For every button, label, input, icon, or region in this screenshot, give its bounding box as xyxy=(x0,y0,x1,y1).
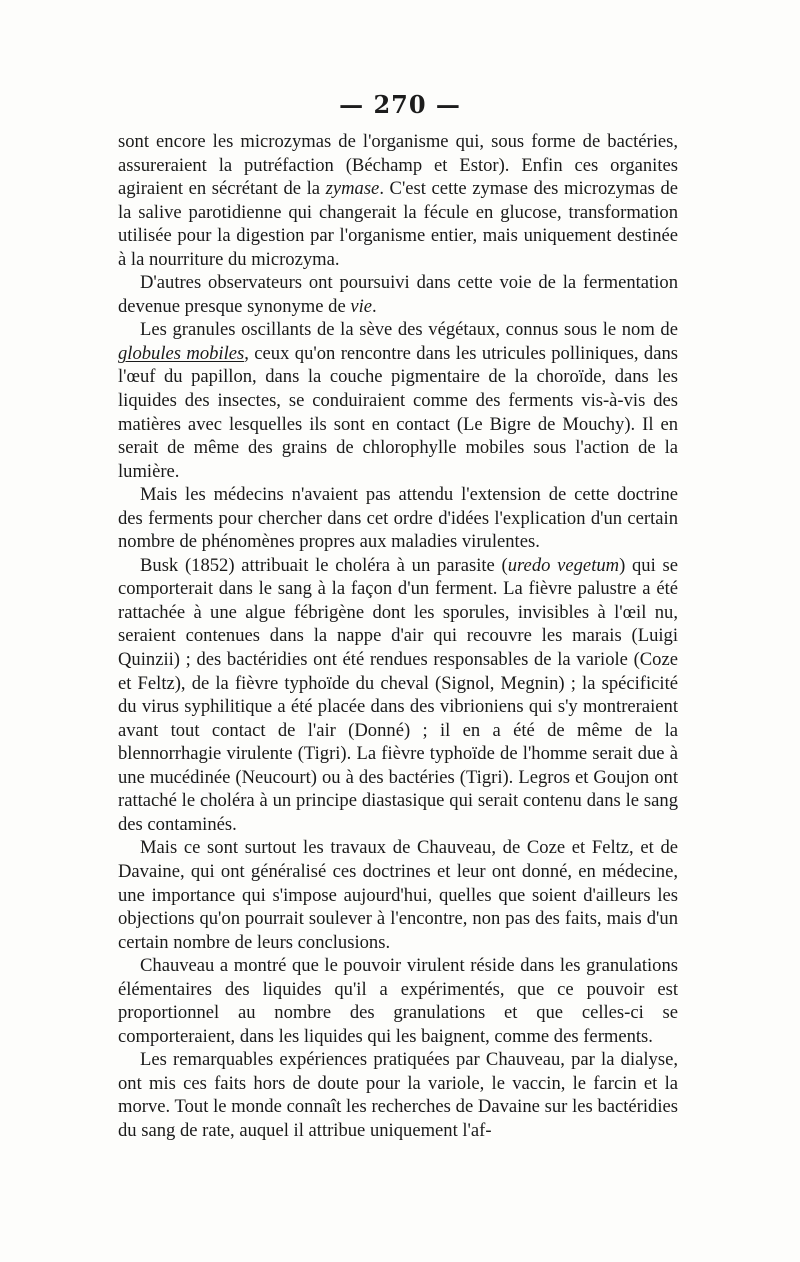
paragraph-1 xyxy=(118,130,678,271)
paragraph-4 xyxy=(118,483,678,554)
text-run: . xyxy=(372,295,377,317)
text-run: Les granules oscillants de la sève des végétaux, connus sous le nom de xyxy=(140,319,678,341)
text-run: sont encore les microzymas de l'organisme qui, sous forme de bactéries, assureraient la putréfaction (Béchamp et Estor). Enfin ces organites agiraient en sécrétant de la xyxy=(118,131,678,200)
page-number: — 270 — xyxy=(339,90,461,119)
text-run: , ceux qu'on rencontre dans les utricules polliniques, dans l'œuf du papillon, dans la couche pigmentaire de la choroïde, dans les liquides des insectes, se conduiraient comme des ferments vis-à-vis des matières avec lesquelles ils sont en contact (Le Bigre de Mouchy). Il en serait de même des grains de chlorophylle mobiles sous l'action de la lumière. xyxy=(118,342,678,482)
body-text xyxy=(118,130,678,1143)
text-run: Mais les médecins n'avaient pas attendu l'extension de cette doctrine des ferments pour chercher dans cet ordre d'idées l'explication d'un certain nombre de phénomènes propres aux maladies virulentes. xyxy=(118,484,678,553)
paragraph-3 xyxy=(118,318,678,483)
text-run: D'autres observateurs ont poursuivi dans cette voie de la fermentation devenue presque synonyme de xyxy=(118,272,678,317)
text-run: Mais ce sont surtout les travaux de Chauveau, de Coze et Feltz, et de Davaine, qui ont généralisé ces doctrines et leur ont donné, en médecine, une importance qui s'impose aujourd'hui, quelles que soient d'ailleurs les objections qu'on pourrait soulever à l'encontre, non pas des faits, mais d'un certain nombre de leurs conclusions. xyxy=(118,837,678,953)
text-run: Les remarquables expériences pratiquées par Chauveau, par la dialyse, ont mis ces faits hors de doute pour la variole, le vaccin, le farcin et la morve. Tout le monde connaît les recherches de Davaine sur les bactéridies du sang de rate, auquel il attribue uniquement l'af- xyxy=(118,1049,678,1141)
paragraph-6 xyxy=(118,836,678,954)
paragraph-5 xyxy=(118,554,678,837)
italic-term: uredo vegetum xyxy=(507,554,620,576)
text-run: Busk (1852) attribuait le choléra à un parasite ( xyxy=(140,554,508,576)
paragraph-7 xyxy=(118,954,678,1048)
text-run: Chauveau a montré que le pouvoir virulent réside dans les granulations élémentaires des liquides qu'il a expérimentés, que ce pouvoir est proportionnel au nombre des granulations et que celles-ci se comporteraient, dans les liquides qui les baignent, comme des ferments. xyxy=(118,955,678,1047)
text-run: . C'est cette zymase des microzymas de la salive parotidienne qui changerait la fécule en glucose, transformation utilisée pour la digestion par l'organisme entier, mais uniquement destinée à la nourriture du microzyma. xyxy=(118,178,678,270)
paragraph-2 xyxy=(118,271,678,318)
italic-term: vie xyxy=(350,295,373,317)
italic-term: zymase xyxy=(325,178,380,200)
paragraph-8 xyxy=(118,1048,678,1142)
text-run: ) qui se comporterait dans le sang à la façon d'un ferment. La fièvre palustre a été rattachée à une algue fébrigène dont les sporules, invisibles à l'œil nu, seraient contenues dans la nappe d'air qui recouvre les marais (Luigi Quinzii) ; des bactéridies ont été rendues responsables de la variole (Coze et Feltz), de la fièvre typhoïde du cheval (Signol, Megnin) ; la spécificité du virus syphilitique a été placée dans des vibrioniens qui s'y montreraient avant tout contact de l'air (Donné) ; il en a été de même de la blennorrhagie virulente (Tigri). La fièvre typhoïde de l'homme serait due à une mucédinée (Neucourt) ou à des bactéries (Tigri). Legros et Goujon ont rattaché le choléra à un principe diastasique qui serait contenu dans le sang des contaminés. xyxy=(118,554,678,835)
italic-term: globules mobiles xyxy=(118,342,245,364)
